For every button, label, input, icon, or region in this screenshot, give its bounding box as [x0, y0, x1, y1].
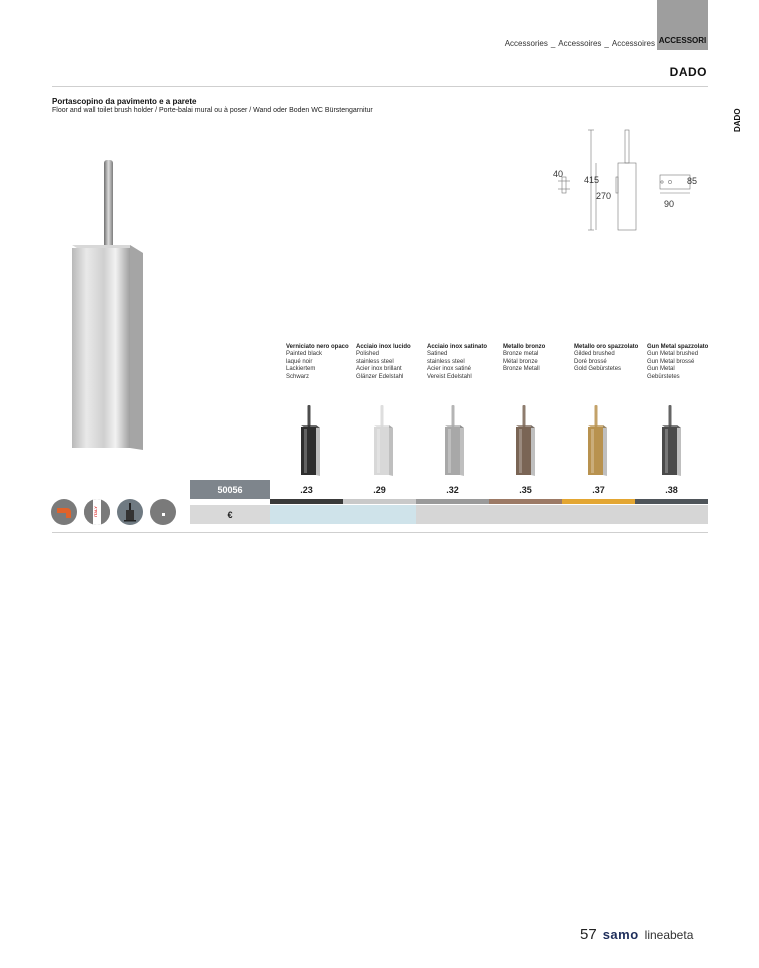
- breadcrumb-item-2[interactable]: Accessoires: [558, 38, 602, 48]
- description-subtitle: Floor and wall toilet brush holder / Porte-balai mural ou à poser / Wand oder Boden WC Bürstengarnitur: [52, 107, 373, 114]
- variant-0-title: Verniciato nero opaco: [286, 344, 349, 350]
- made-in-italy-label: ITALY: [93, 506, 98, 518]
- variant-4-title: Metallo oro spazzolato: [574, 344, 639, 350]
- brand-lineabeta: lineabeta: [644, 928, 694, 942]
- description-title: Portascopino da pavimento e a parete: [52, 97, 197, 106]
- variant-4-photo: [583, 405, 613, 477]
- main-product-code: 50056: [190, 480, 270, 499]
- variant-2-line: Satined: [427, 351, 448, 358]
- variant-4-line: Doré brossé: [574, 358, 607, 365]
- variant-1-line: stainless steel: [356, 358, 394, 365]
- breadcrumb-item-1[interactable]: Accessories: [504, 38, 548, 48]
- variant-1-code: .29: [373, 485, 386, 495]
- variant-4-color-bar: [562, 499, 635, 504]
- variant-5-line: Gun Metal: [647, 366, 675, 373]
- variant-1-color-bar: [343, 499, 416, 504]
- variant-4-text: [574, 344, 646, 374]
- variant-5-photo: [657, 405, 687, 477]
- variant-2-text: [427, 344, 499, 381]
- variant-2-photo: [440, 405, 470, 477]
- variant-5-line: Gun Metal brossé: [647, 358, 695, 365]
- pipe-icon: [51, 499, 77, 525]
- product-title: DADO: [669, 65, 707, 79]
- variant-1-title: Acciaio inox lucido: [356, 344, 411, 350]
- variant-5-code: .38: [665, 485, 678, 495]
- variant-0-photo: [296, 405, 326, 477]
- variant-0-code: .23: [300, 485, 313, 495]
- variant-3-line: Bronze metal: [503, 351, 539, 358]
- variant-0-color-bar: [270, 499, 343, 504]
- dim-wall-offset: 40: [553, 169, 564, 179]
- header-divider: [52, 86, 708, 87]
- variant-3-code: .35: [519, 485, 532, 495]
- variant-1-line: Glänzer Edelstahl: [356, 373, 404, 380]
- main-product-photo: [60, 155, 160, 455]
- breadcrumb-item-3[interactable]: Accessoires: [611, 38, 655, 48]
- holder-body-side: [130, 245, 143, 450]
- variant-0-line: laqué noir: [286, 358, 313, 365]
- price-row: [190, 505, 708, 524]
- variant-2-line: Acier inox satiné: [427, 366, 472, 373]
- variant-0-line: Lackiertem: [286, 366, 316, 373]
- footer: [580, 926, 693, 943]
- variant-2-line: stainless steel: [427, 358, 465, 365]
- variant-2-title: Acciaio inox satinato: [427, 344, 488, 350]
- variant-5-text: [647, 344, 719, 381]
- price-cell-other: [416, 505, 708, 524]
- dim-depth: 85: [687, 176, 698, 186]
- brush-handle: [104, 160, 113, 250]
- variant-5-line: Gebürstetes: [647, 373, 680, 380]
- variant-3-text: [503, 344, 575, 374]
- page-number: 57: [580, 926, 597, 943]
- variant-5-color-bar: [635, 499, 708, 504]
- variant-0-line: Schwarz: [286, 373, 310, 380]
- variant-4-line: Gilded brushed: [574, 351, 615, 358]
- brush-holder-icon: [117, 499, 143, 525]
- variant-4-code: .37: [592, 485, 605, 495]
- breadcrumb-separator: _: [550, 38, 556, 48]
- code-row: [190, 480, 708, 504]
- variant-5-line: Gun Metal brushed: [647, 351, 699, 358]
- dim-total-height: 415: [584, 175, 600, 185]
- variant-2-code: .32: [446, 485, 459, 495]
- feature-icons: [51, 499, 176, 525]
- variant-0-text: [286, 344, 358, 381]
- variant-4-line: Gold Gebürstetes: [574, 366, 622, 373]
- variant-3-line: Métal bronze: [503, 358, 538, 365]
- variant-2-color-bar: [416, 499, 489, 504]
- variant-3-line: Bronze Metall: [503, 366, 540, 373]
- variant-1-line: Polished: [356, 351, 380, 358]
- screw-fixing-icon: [150, 499, 176, 525]
- breadcrumb-separator: _: [604, 38, 609, 48]
- holder-body-front: [72, 248, 130, 448]
- breadcrumb: [505, 36, 655, 50]
- variant-2-line: Vereist Edelstahl: [427, 373, 472, 380]
- variant-1-photo: [369, 405, 399, 477]
- made-in-italy-icon: [84, 499, 110, 525]
- variant-5-title: Gun Metal spazzolato: [647, 344, 709, 350]
- price-cell-polished: [270, 505, 416, 524]
- variant-1-text: [356, 344, 428, 381]
- variant-1-line: Acier inox brillant: [356, 366, 402, 373]
- variant-3-photo: [511, 405, 541, 477]
- dim-body-height: 270: [596, 191, 612, 201]
- technical-drawing: [548, 125, 708, 235]
- variant-0-line: Painted black: [286, 351, 323, 358]
- dim-width: 90: [664, 199, 675, 209]
- price-currency: €: [190, 505, 270, 524]
- drawing-lines: [548, 125, 708, 235]
- variant-3-title: Metallo bronzo: [503, 344, 546, 350]
- brand-logo-samo: samo: [602, 927, 639, 942]
- section-tab-label: ACCESSORI: [658, 36, 707, 45]
- side-product-label: DADO: [733, 108, 742, 132]
- bottom-divider: [52, 532, 708, 533]
- variant-3-color-bar: [489, 499, 562, 504]
